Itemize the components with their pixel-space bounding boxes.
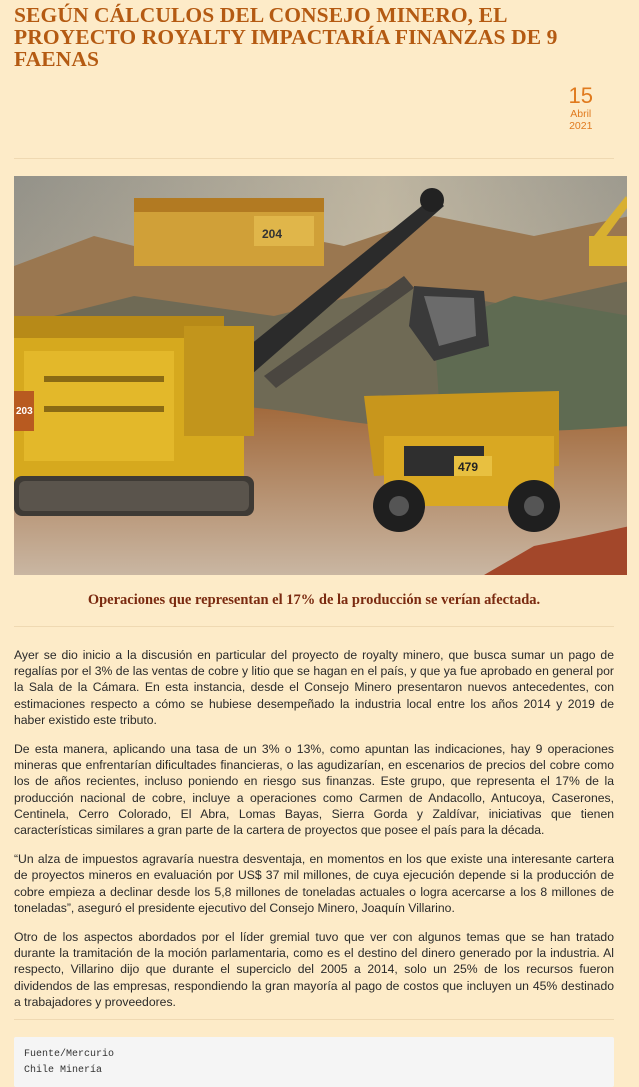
- paragraph: “Un alza de impuestos agravaría nuestra desventaja, en momentos en los que existe una interesante cartera de proyectos mineros en evaluación por US$ 37 mil millones, de cuya ejecución depende si la producción de cobre empieza a declinar desde los 5,8 millones de toneladas actuales o logra acercarse a los 8 millones de toneladas”, aseguró el presidente ejecutivo del Consejo Minero, Joaquín Villarino.: [14, 852, 614, 915]
- article-title: SEGÚN CÁLCULOS DEL CONSEJO MINERO, EL PROYECTO ROYALTY IMPACTARÍA FINANZAS DE 9 FAENAS: [14, 3, 558, 71]
- mining-photo: [14, 176, 630, 575]
- paragraph: Ayer se dio inicio a la discusión en particular del proyecto de royalty minero, que busca sumar un pago de regalías por el 3% de las ventas de cobre y litio que se hagan en el país, y que ya fue aprobado en general por la Sala de la Cámara. En esta instancia, desde el Consejo Minero presentaron nuevos antecedentes, con estimaciones respecto a cómo se hubiese desempeñado la industria local entre los años 2014 y 2019 de haber existido este tributo.: [14, 648, 614, 727]
- paragraph: Otro de los aspectos abordados por el líder gremial tuvo que ver con algunos temas que se han tratado durante la tramitación de la moción parlamentaria, como es el destino del dinero generado por la industria. Al respecto, Villarino dijo que durante el superciclo del 2005 a 2014, solo un 25% de los recursos fueron dividendos de las empresas, respondiendo la gran mayoría al pago de costos que incluyen un 45% destinado a trabajadores y proveedores.: [14, 930, 614, 1009]
- source-line: Chile Minería: [24, 1065, 103, 1076]
- publish-date: [569, 84, 593, 132]
- divider: [14, 626, 614, 627]
- shovel-number-203: 203: [16, 406, 33, 417]
- date-day: 15: [568, 83, 593, 108]
- article-body: [14, 647, 614, 1023]
- article-subtitle: Operaciones que representan el 17% de la producción se verían afectada.: [87, 592, 541, 608]
- scrollbar[interactable]: [627, 0, 639, 1080]
- paragraph: De esta manera, aplicando una tasa de un 3% o 13%, como apuntan las indicaciones, hay 9 operaciones mineras que enfrentarían dificultades financieras, o las agudizarían, en escenarios de precios del cobre como los de años recientes, incluso poniendo en riesgo sus finanzas. Este grupo, que representa el 17% de la producción nacional de cobre, incluye a operaciones como Carmen de Andacollo, Antucoya, Caserones, Centinela, Cerro Colorado, El Abra, Lomas Bayas, Sierra Gorda y Zaldívar, iniciativas que tienen características similares a gran parte de la cartera de proyectos que posee el país para la década.: [14, 742, 614, 838]
- truck-number-479: 479: [458, 460, 479, 474]
- date-year: 2021: [569, 120, 593, 132]
- divider: [14, 158, 614, 159]
- divider: [14, 1019, 614, 1020]
- source-line: Fuente/Mercurio: [24, 1049, 115, 1060]
- truck-number-204: 204: [262, 227, 283, 241]
- date-month: Abril: [570, 108, 592, 120]
